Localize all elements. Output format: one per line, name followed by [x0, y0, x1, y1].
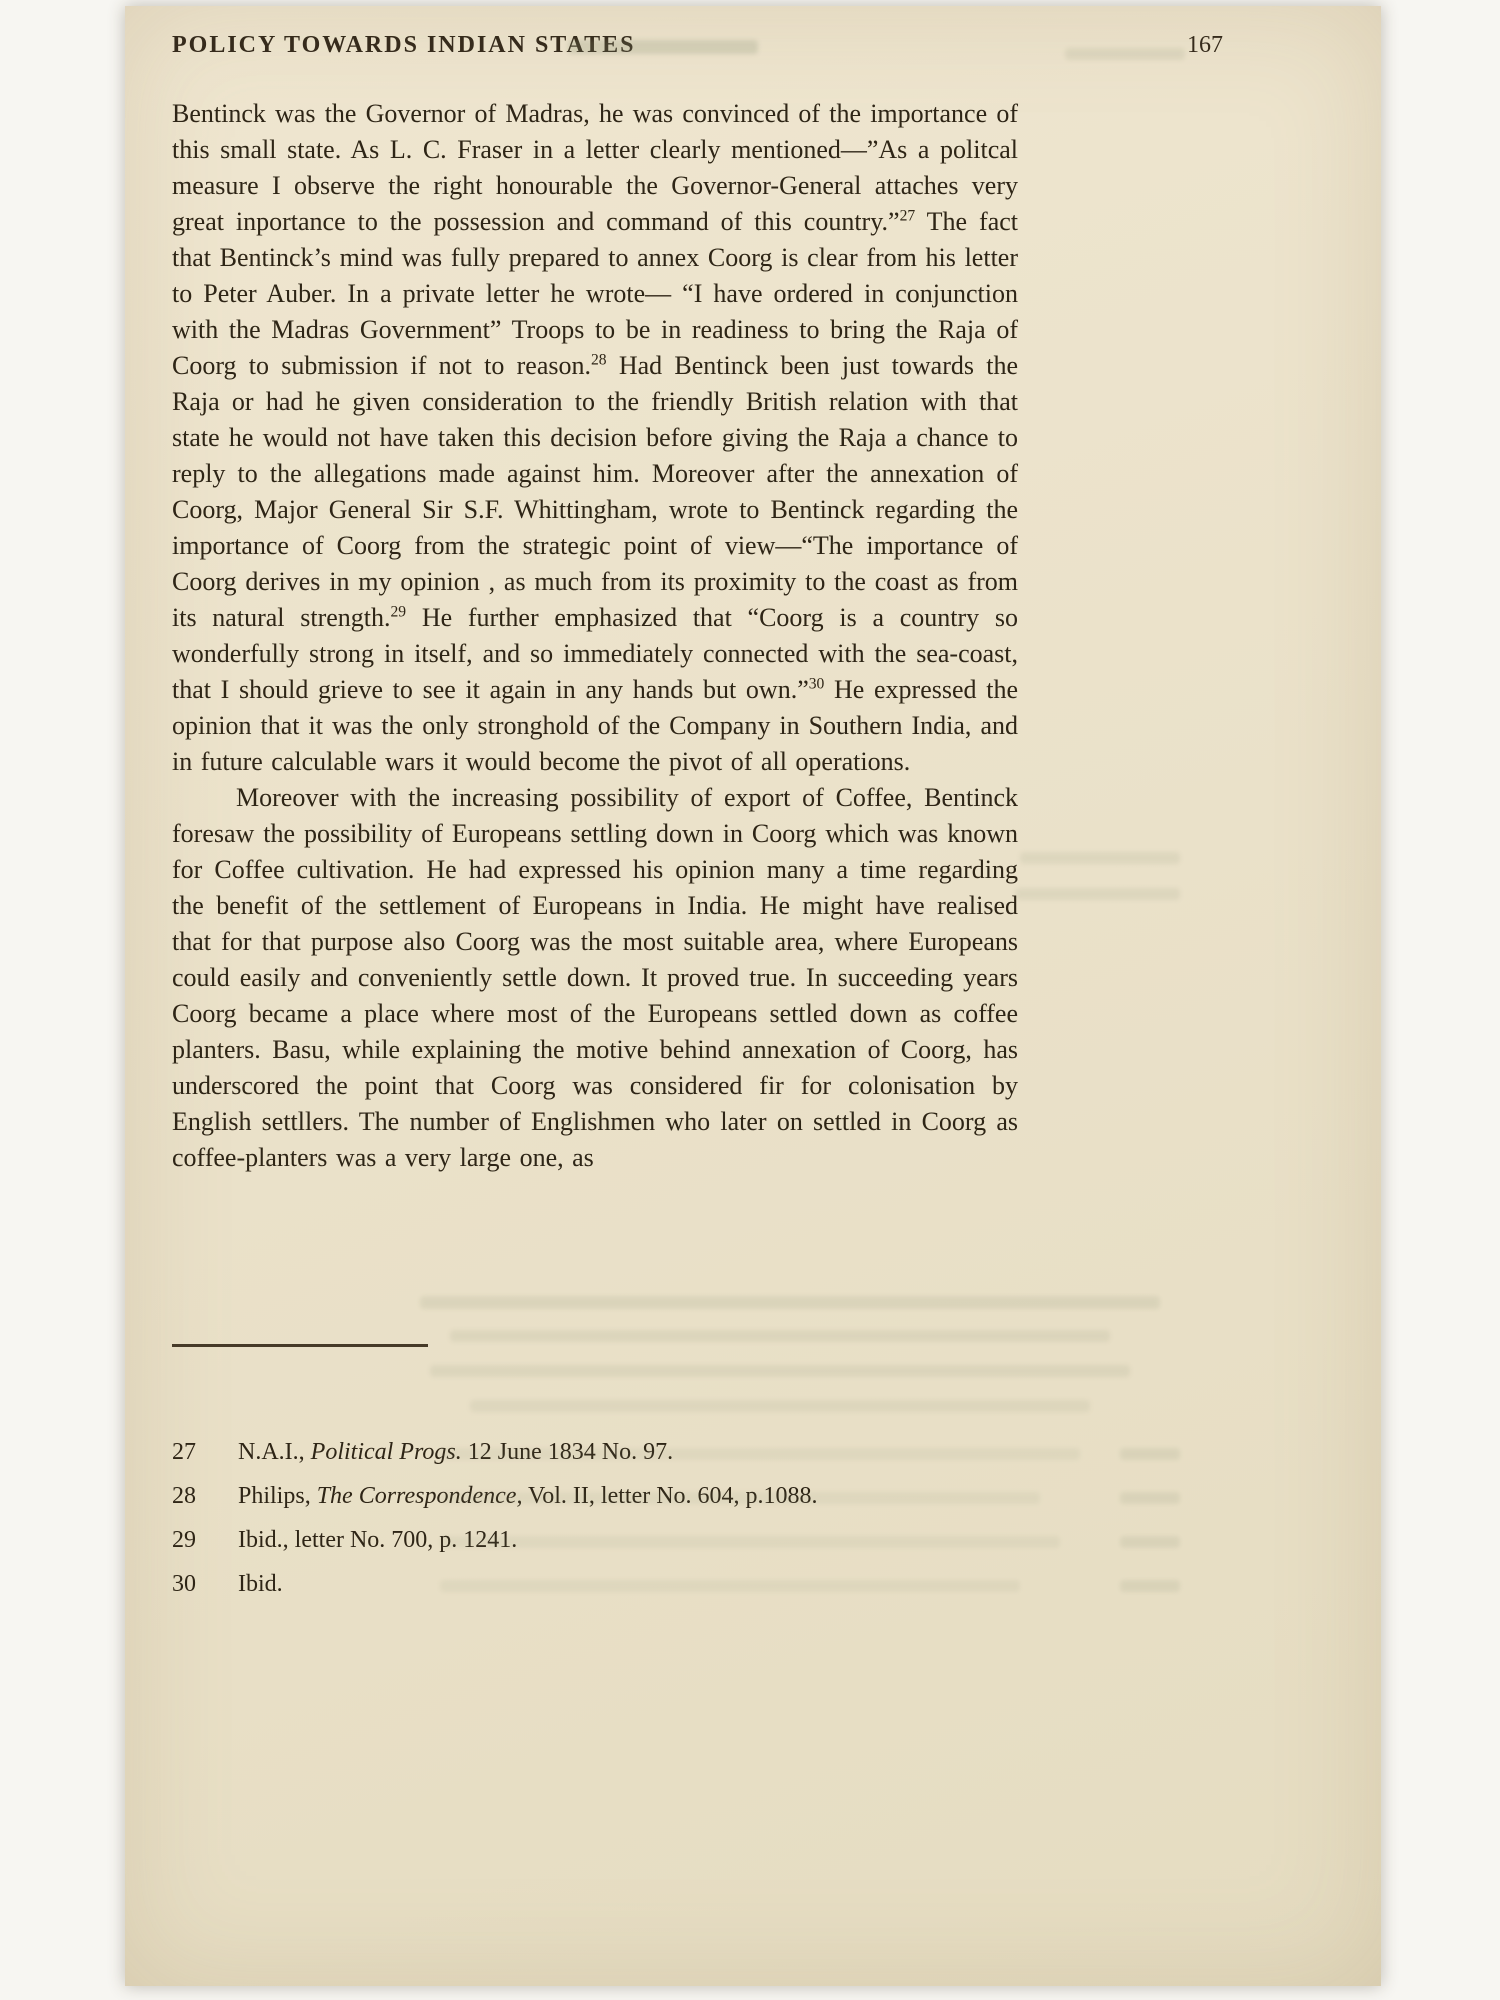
- bleedthrough-artifact: [1120, 1492, 1180, 1504]
- footnotes: [172, 1430, 1092, 1606]
- footnote-ref: 29: [390, 603, 407, 621]
- bleedthrough-artifact: [420, 1296, 1160, 1309]
- bleedthrough-artifact: [470, 1400, 1090, 1412]
- footnote: [172, 1430, 1092, 1474]
- footnote: [172, 1562, 1092, 1606]
- bleedthrough-artifact: [1120, 1536, 1180, 1548]
- footnote-number: 30: [172, 1571, 196, 1597]
- footnote-separator: [172, 1344, 428, 1347]
- bleedthrough-artifact: [1015, 888, 1180, 900]
- bleedthrough-artifact: [1120, 1448, 1180, 1460]
- bleedthrough-artifact: [1065, 48, 1185, 60]
- bleedthrough-artifact: [430, 1365, 1130, 1377]
- footnote-ref: 27: [899, 207, 916, 225]
- footnote: [172, 1474, 1092, 1518]
- bleedthrough-artifact: [1020, 852, 1180, 864]
- footnote: [172, 1518, 1092, 1562]
- page-number: 167: [1187, 32, 1223, 58]
- footnote-number: 28: [172, 1483, 196, 1509]
- footnote-number: 27: [172, 1439, 196, 1465]
- italic-text: Political Progs.: [310, 1439, 462, 1465]
- paragraph: Moreover with the increasing possibility of export of Coffee, Bentinck foresaw the possibility of Europeans settling down in Coorg which was known for Coffee cultivation. He had expressed his opinion many a time regarding the benefit of the settlement of Europeans in India. He might have realised that for that purpose also Coorg was the most suitable area, where Europeans could easily and conveniently settle down. It proved true. In succeeding years Coorg became a place where most of the Europeans settled down as coffee planters. Basu, while explaining the motive behind annexation of Coorg, has underscored the point that Coorg was considered fir for colonisation by English settllers. The number of Englishmen who later on settled in Coorg as coffee-planters was a very large one, as: [172, 783, 1018, 1172]
- bleedthrough-artifact: [1120, 1580, 1180, 1592]
- footnote-number: 29: [172, 1527, 196, 1553]
- footnote-text: Ibid.: [238, 1571, 283, 1597]
- body-text: [172, 96, 1018, 1176]
- footnote-text: Philips, The Correspondence, Vol. II, letter No. 604, p.1088.: [238, 1483, 818, 1509]
- italic-text: The Correspondence,: [316, 1483, 523, 1509]
- book-page: [125, 6, 1381, 1986]
- footnote-ref: 28: [590, 351, 607, 369]
- footnote-ref: 30: [808, 675, 825, 693]
- running-header: POLICY TOWARDS INDIAN STATES: [172, 32, 636, 58]
- footnote-text: Ibid., letter No. 700, p. 1241.: [238, 1527, 518, 1553]
- bleedthrough-artifact: [450, 1330, 1110, 1342]
- footnote-text: N.A.I., Political Progs. 12 June 1834 No. 97.: [238, 1439, 674, 1465]
- paragraph: Bentinck was the Governor of Madras, he was convinced of the importance of this small state. As L. C. Fraser in a letter clearly mentioned—”As a politcal measure I observe the right honourable the Governor-General attaches very great inportance to the possession and command of this country.”$^{27}$ The fact that Bentinck’s mind was fully prepared to annex Coorg is clear from his letter to Peter Auber. In a private letter he wrote— “I have ordered in conjunction with the Madras Government” Troops to be in readiness to bring the Raja of Coorg to submission if not to reason.$^{28}$ Had Bentinck been just towards the Raja or had he given consideration to the friendly British relation with that state he would not have taken this decision before giving the Raja a chance to reply to the allegations made against him. Moreover after the annexation of Coorg, Major General Sir S.F. Whittingham, wrote to Bentinck regarding the importance of Coorg from the strategic point of view—“The importance of Coorg derives in my opinion , as much from its proximity to the coast as from its natural strength.$^{29}$ He further emphasized that “Coorg is a country so wonderfully strong in itself, and so immediately connected with the sea-coast, that I should grieve to see it again in any hands but own.”$^{30}$ He expressed the opinion that it was the only stronghold of the Company in Southern India, and in future calculable wars it would become the pivot of all operations.: [172, 99, 1019, 776]
